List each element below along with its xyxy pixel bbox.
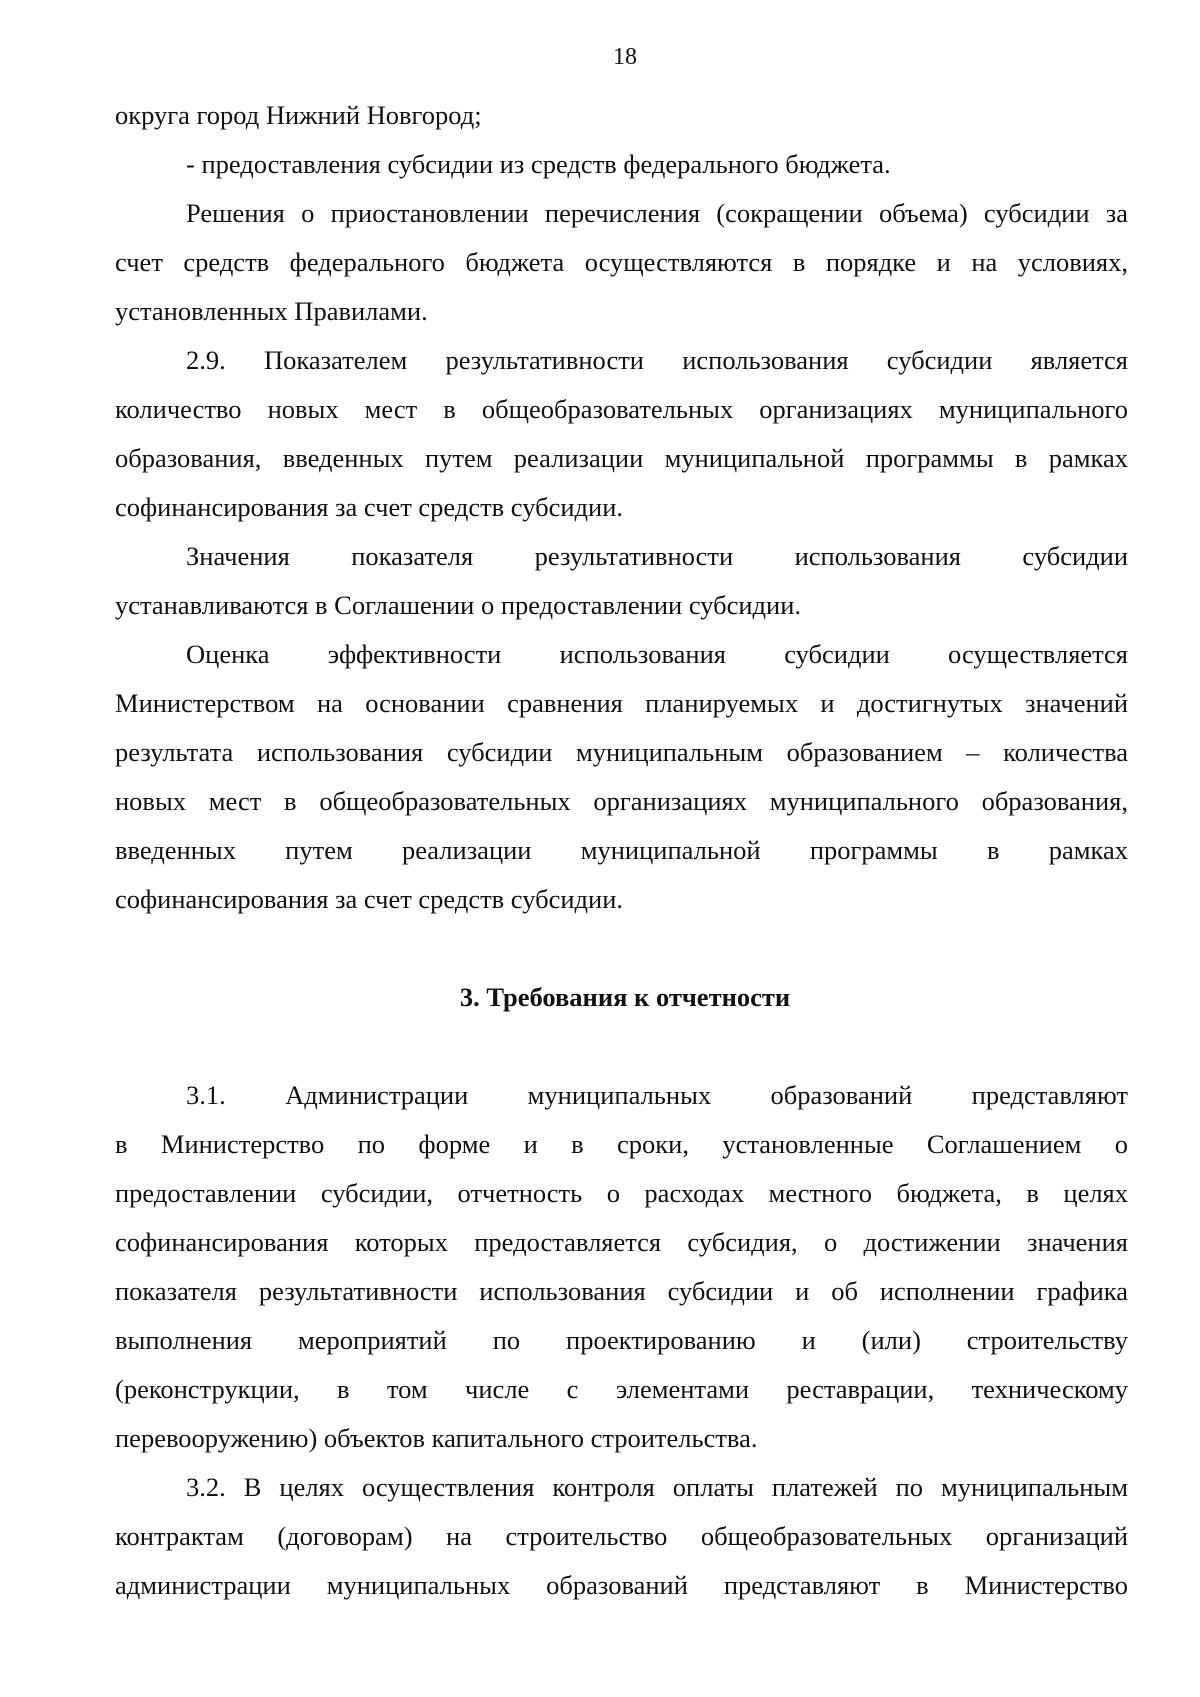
text-line: Решения о приостановлении перечисления (сокращении объема) субсидии за bbox=[186, 198, 1128, 228]
text-line: администрации муниципальных образований представляют в Министерство bbox=[115, 1570, 1128, 1600]
text-line: софинансирования которых предоставляется субсидия, о достижении значения bbox=[115, 1227, 1128, 1257]
section-heading: 3. Требования к отчетности bbox=[459, 982, 791, 1012]
text-line: (реконструкции, в том числе с элементами реставрации, техническому bbox=[115, 1374, 1128, 1404]
text-line: 2.9. Показателем результативности использования субсидии является bbox=[186, 345, 1128, 375]
text-line: количество новых мест в общеобразовательных организациях муниципального bbox=[115, 394, 1128, 424]
text-line: образования, введенных путем реализации муниципальной программы в рамках bbox=[115, 443, 1128, 473]
text-line: предоставлении субсидии, отчетность о расходах местного бюджета, в целях bbox=[115, 1178, 1128, 1208]
text-line: устанавливаются в Соглашении о предоставлении субсидии. bbox=[115, 590, 802, 620]
text-line: установленных Правилами. bbox=[115, 296, 428, 326]
text-line: софинансирования за счет средств субсидии. bbox=[115, 492, 624, 522]
text-line: результата использования субсидии муниципальным образованием – количества bbox=[115, 737, 1128, 767]
text-line: округа город Нижний Новгород; bbox=[115, 100, 482, 130]
text-line: счет средств федерального бюджета осуществляются в порядке и на условиях, bbox=[115, 247, 1128, 277]
text-line: 3.1. Администрации муниципальных образований представляют bbox=[186, 1080, 1128, 1110]
text-line: 3.2. В целях осуществления контроля оплаты платежей по муниципальным bbox=[186, 1472, 1128, 1502]
text-line: Министерством на основании сравнения планируемых и достигнутых значений bbox=[115, 688, 1128, 718]
text-line: показателя результативности использования субсидии и об исполнении графика bbox=[115, 1276, 1128, 1306]
text-line: введенных путем реализации муниципальной программы в рамках bbox=[115, 835, 1128, 865]
text-line: - предоставления субсидии из средств федерального бюджета. bbox=[186, 149, 891, 179]
text-line: перевооружению) объектов капитального строительства. bbox=[115, 1423, 758, 1453]
page-number: 18 bbox=[613, 44, 637, 70]
text-line: в Министерство по форме и в сроки, установленные Соглашением о bbox=[115, 1129, 1128, 1159]
text-line: выполнения мероприятий по проектированию и (или) строительству bbox=[115, 1325, 1128, 1355]
text-line: Оценка эффективности использования субсидии осуществляется bbox=[186, 639, 1128, 669]
text-line: Значения показателя результативности использования субсидии bbox=[186, 541, 1128, 571]
text-line: контрактам (договорам) на строительство общеобразовательных организаций bbox=[115, 1521, 1128, 1551]
text-line: новых мест в общеобразовательных организациях муниципального образования, bbox=[115, 786, 1128, 816]
text-line: софинансирования за счет средств субсидии. bbox=[115, 884, 624, 914]
